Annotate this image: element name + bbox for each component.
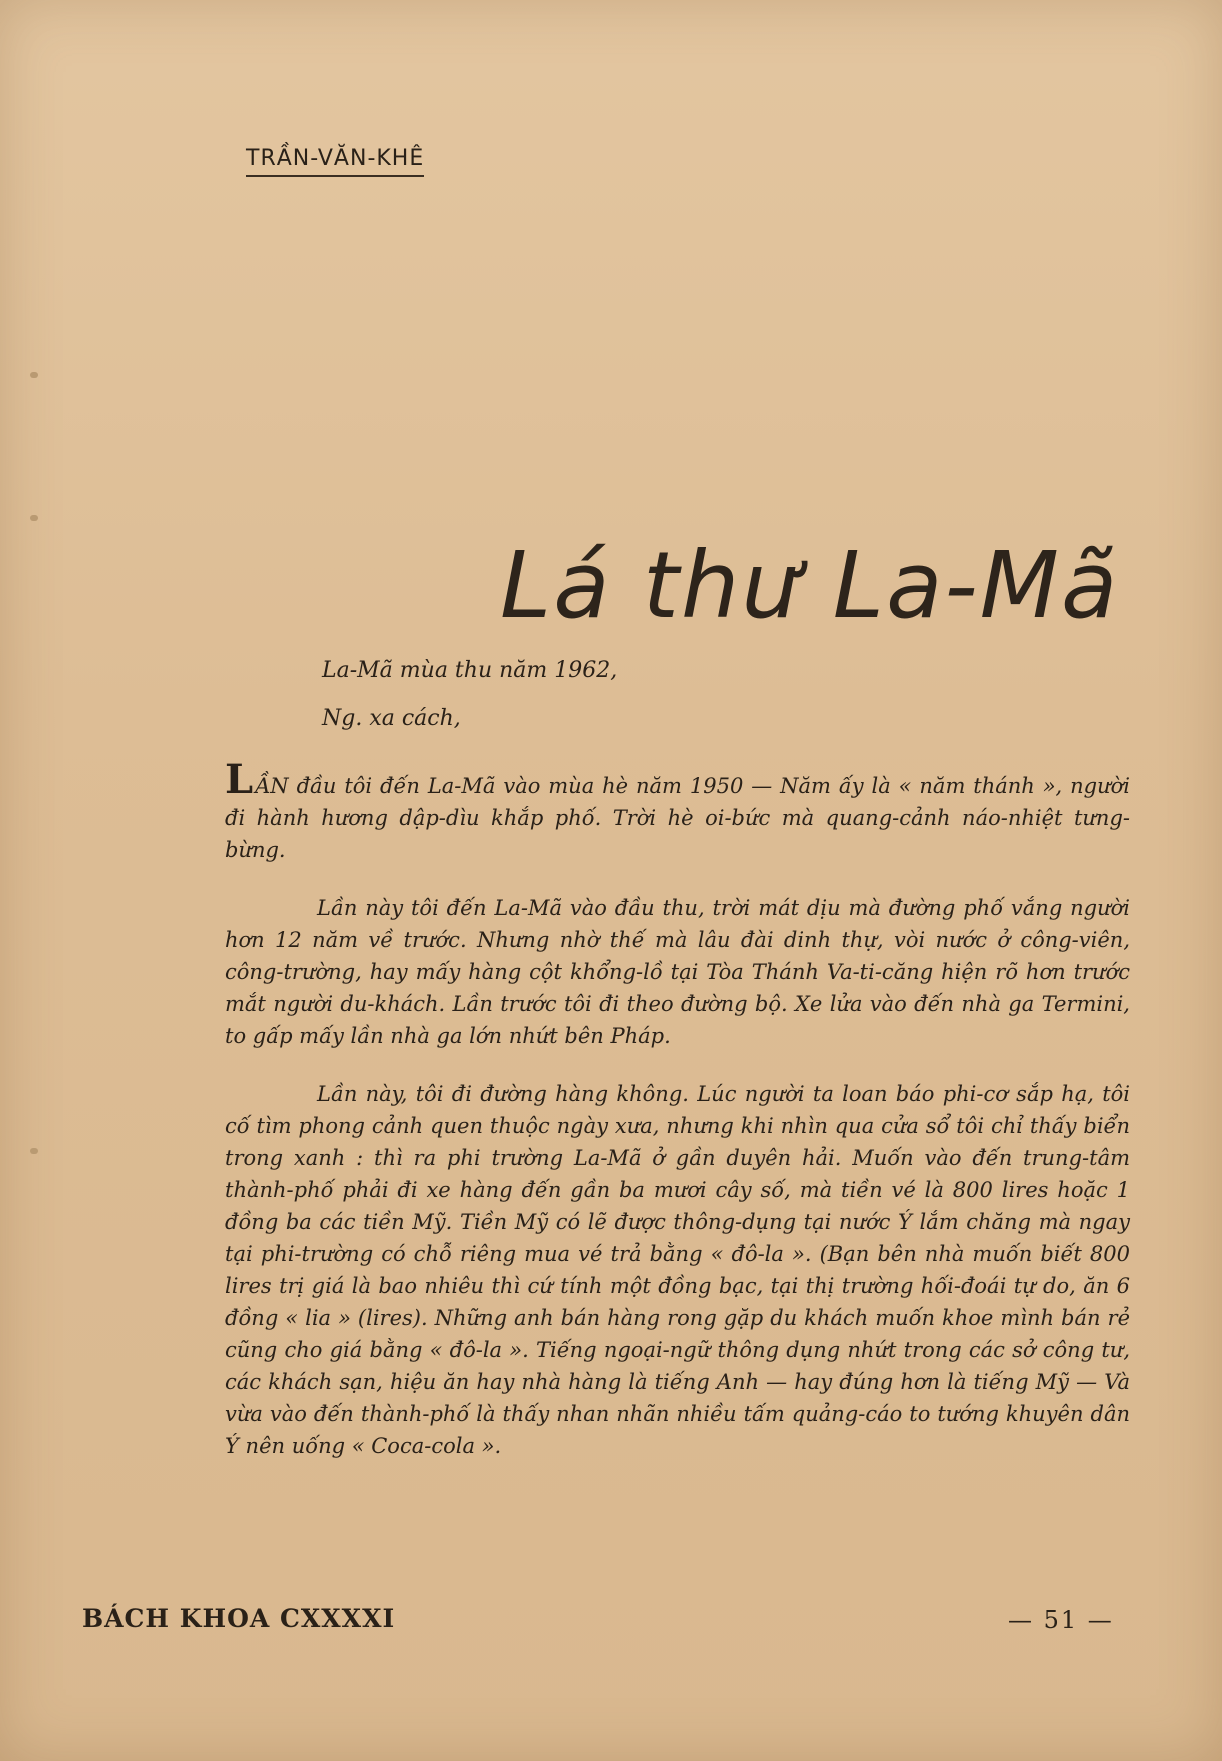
paragraph-1 (225, 756, 1130, 866)
page-binding-mark (30, 372, 38, 378)
author-name: TRẦN-VĂN-KHÊ (246, 146, 424, 177)
article-body (225, 756, 1130, 1488)
paragraph-3: Lần này, tôi đi đường hàng không. Lúc người ta loan báo phi-cơ sắp hạ, tôi cố tìm phong cảnh quen thuộc ngày xưa, nhưng khi nhìn qua cửa sổ tôi chỉ thấy biển trong xanh : thì ra phi trường La-Mã ở gần duyên hải. Muốn vào đến trung-tâm thành-phố phải đi xe hàng đến gần ba mươi cây số, mà tiền vé là 800 lires hoặc 1 đồng ba các tiền Mỹ. Tiền Mỹ có lẽ được thông-dụng tại nước Ý lắm chăng mà ngay tại phi-trường có chỗ riêng mua vé trả bằng « đô-la ». (Bạn bên nhà muốn biết 800 lires trị giá là bao nhiêu thì cứ tính một đồng bạc, tại thị trường hối-đoái tự do, ăn 6 đồng « lia » (lires). Những anh bán hàng rong gặp du khách muốn khoe mình bán rẻ cũng cho giá bằng « đô-la ». Tiếng ngoại-ngữ thông dụng nhứt trong các sở công tư, các khách sạn, hiệu ăn hay nhà hàng là tiếng Anh — hay đúng hơn là tiếng Mỹ — Và vừa vào đến thành-phố là thấy nhan nhãn nhiều tấm quảng-cáo to tướng khuyên dân Ý nên uống « Coca-cola ». (225, 1082, 1130, 1458)
paragraph-2: Lần này tôi đến La-Mã vào đầu thu, trời mát dịu mà đường phố vắng người hơn 12 năm về trước. Nhưng nhờ thế mà lâu đài dinh thự, vòi nước ở công-viên, công-trường, hay mấy hàng cột khổng-lồ tại Tòa Thánh Va-ti-căng hiện rõ hơn trước mắt người du-khách. Lần trước tôi đi theo đường bộ. Xe lửa vào đến nhà ga Termini, to gấp mấy lần nhà ga lớn nhứt bên Pháp. (225, 896, 1130, 1048)
drop-cap: L (225, 756, 254, 803)
magazine-issue-footer: BÁCH KHOA CXXXXI (82, 1604, 396, 1633)
page-binding-mark (30, 1148, 38, 1154)
paragraph-text: ẦN đầu tôi đến La-Mã vào mùa hè năm 1950 — Năm ấy là « năm thánh », người đi hành hương dập-dìu khắp phố. Trời hè oi-bức mà quang-cảnh náo-nhiệt tưng-bừng. (225, 774, 1130, 862)
letter-salutation: Ng. xa cách, (322, 706, 461, 731)
letter-dateline: La-Mã mùa thu năm 1962, (322, 658, 618, 683)
article-title: Lá thư La-Mã (500, 531, 1120, 639)
page-binding-mark (30, 515, 38, 521)
page-number: — 51 — (1008, 1606, 1114, 1634)
